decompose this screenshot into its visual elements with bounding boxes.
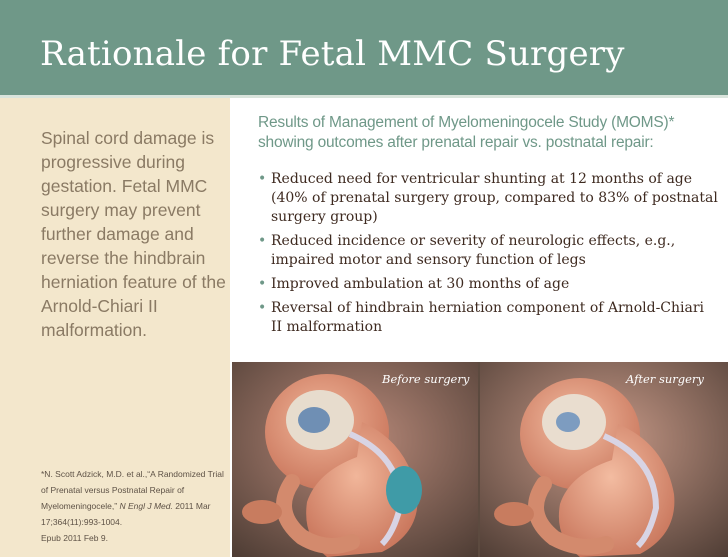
citation-title: “A Randomized Trial of Prenatal versus Postnatal Repair of Myelomeningocele,”	[41, 469, 224, 511]
list-item	[258, 275, 718, 294]
citation-epub: Epub 2011 Feb 9.	[41, 533, 108, 543]
list-item-text: Improved ambulation at 30 months of age	[271, 276, 570, 292]
fetus-illustration-after	[480, 362, 728, 557]
list-item	[258, 299, 718, 337]
before-surgery-illustration	[232, 362, 478, 557]
bullet-icon: •	[258, 300, 267, 316]
citation-journal: N Engl J Med.	[119, 501, 173, 511]
citation	[41, 466, 231, 546]
before-surgery-label: Before surgery	[382, 372, 470, 386]
bullet-icon: •	[258, 233, 267, 249]
list-item-text: Reduced need for ventricular shunting at 12 months of age (40% of prenatal surgery group, compared to 83% of postnatal surgery group)	[271, 171, 718, 225]
list-item	[258, 170, 718, 227]
bullet-icon: •	[258, 171, 267, 187]
list-item	[258, 232, 718, 270]
list-item-text: Reversal of hindbrain herniation component of Arnold-Chiari II malformation	[271, 300, 705, 335]
citation-authors: *N. Scott Adzick, M.D. et al.,	[41, 469, 148, 479]
list-item-text: Reduced incidence or severity of neurologic effects, e.g., impaired motor and sensory function of legs	[271, 233, 676, 268]
surgery-illustrations	[232, 362, 728, 557]
after-surgery-label: After surgery	[626, 372, 704, 386]
results-heading: Results of Management of Myelomeningocele Study (MOMS)* showing outcomes after prenatal repair vs. postnatal repair:	[258, 114, 675, 151]
bullet-icon: •	[258, 276, 267, 292]
fetus-illustration-before	[232, 362, 478, 557]
sidebar-lead-text: Spinal cord damage is progressive during gestation. Fetal MMC surgery may prevent further damage and reverse the hindbrain herniation feature of the Arnold-Chiari II malformation.	[41, 128, 226, 340]
after-surgery-illustration	[480, 362, 728, 557]
citation-details: 2011 Mar 17;364(11):993-1004.	[41, 501, 211, 527]
title-bar	[0, 0, 728, 95]
results-list	[258, 170, 718, 342]
page-title: Rationale for Fetal MMC Surgery	[40, 34, 625, 74]
